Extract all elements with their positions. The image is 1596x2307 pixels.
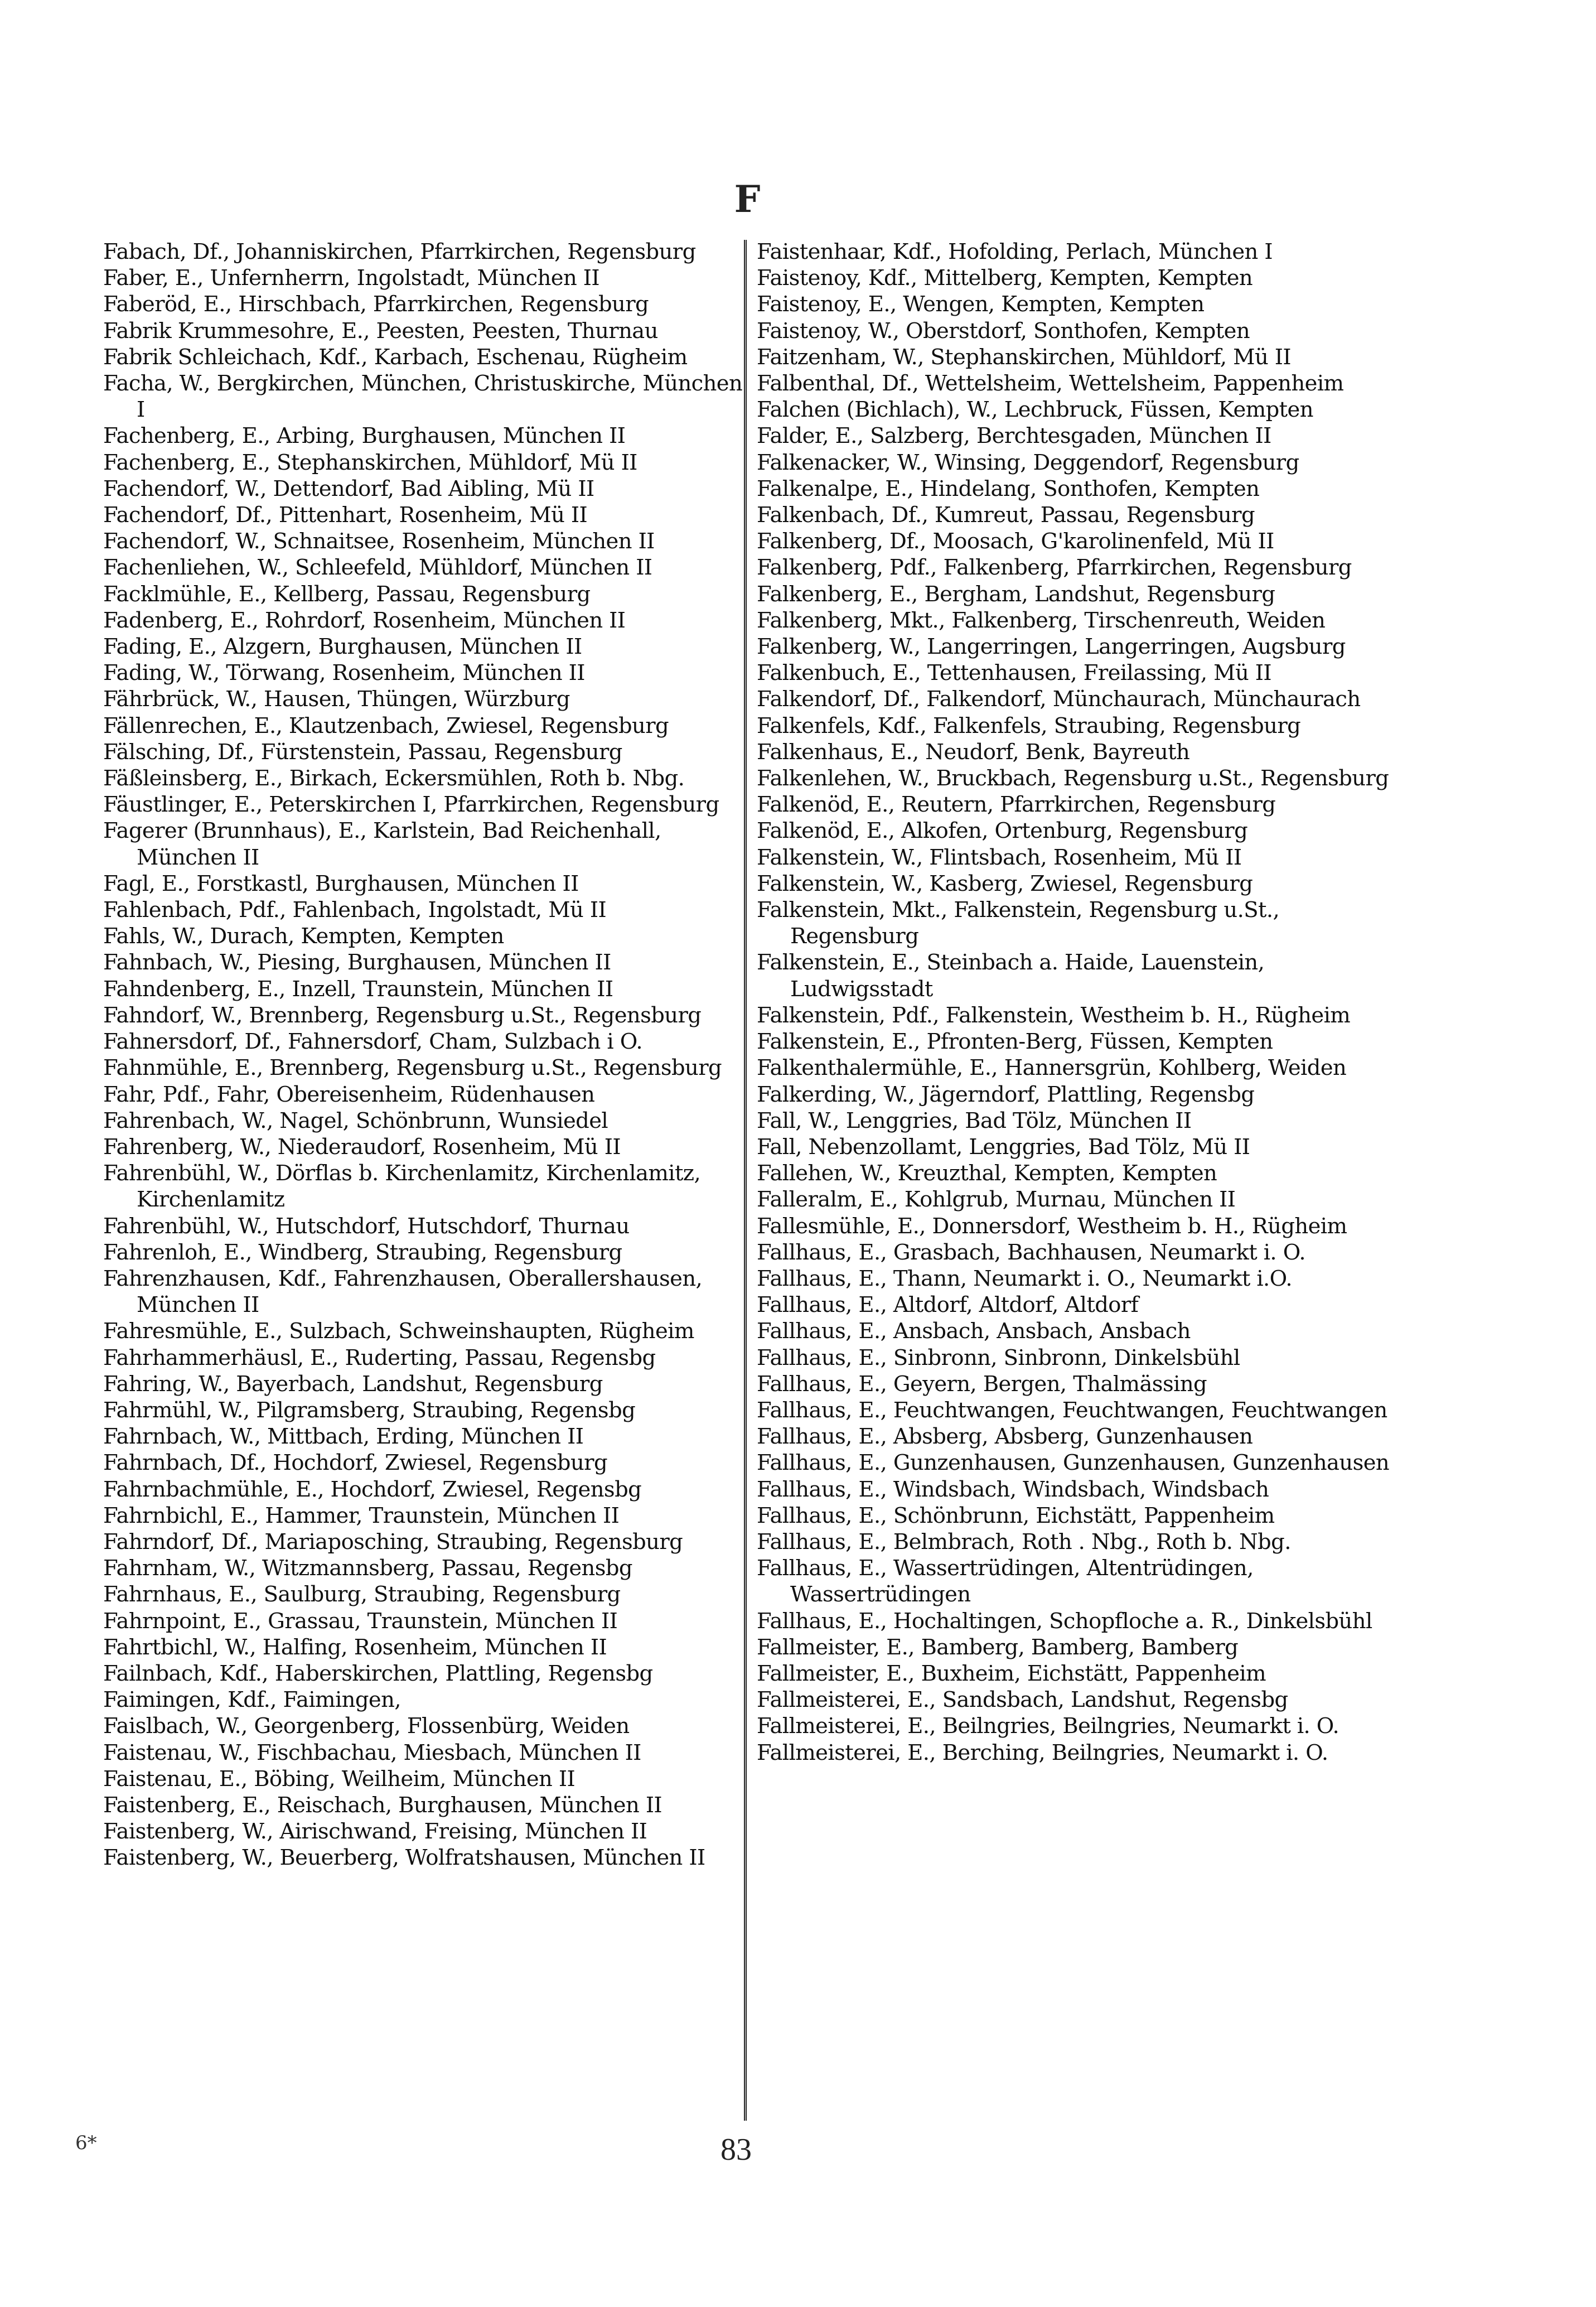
list-item: Falkenberg, W., Langerringen, Langerringen, Augsburg [757, 634, 1346, 660]
list-item: Facha, W., Bergkirchen, München, Christuskirche, München I [103, 371, 743, 423]
list-item: Fallhaus, E., Ansbach, Ansbach, Ansbach [757, 1319, 1191, 1344]
list-item: Fallmeisterei, E., Sandsbach, Landshut, Regensbg [757, 1687, 1288, 1713]
list-item: Falkenstein, W., Flintsbach, Rosenheim, Mü II [757, 844, 1242, 870]
list-item: Fahrnbach, W., Mittbach, Erding, München II [103, 1424, 584, 1450]
list-item: Falkenberg, Df., Moosach, G'karolinenfeld, Mü II [757, 529, 1274, 554]
list-item: Fallhaus, E., Sinbronn, Sinbronn, Dinkelsbühl [757, 1345, 1240, 1370]
list-item: Fallhaus, E., Schönbrunn, Eichstätt, Pappenheim [757, 1503, 1275, 1528]
list-item: Falkenstein, E., Pfronten-Berg, Füssen, Kempten [757, 1029, 1273, 1055]
list-item: Fahnbach, W., Piesing, Burghausen, München II [103, 950, 611, 976]
list-item: Faistenoy, E., Wengen, Kempten, Kempten [757, 292, 1205, 317]
list-item: Fahrhammerhäusl, E., Ruderting, Passau, Regensbg [103, 1345, 656, 1370]
list-item: Fadenberg, E., Rohrdorf, Rosenheim, München II [103, 607, 626, 633]
list-item: Fahrmühl, W., Pilgramsberg, Straubing, Regensbg [103, 1397, 636, 1423]
list-item: Fallhaus, E., Hochaltingen, Schopfloche a. R., Dinkelsbühl [757, 1608, 1372, 1634]
list-item: Fahr, Pdf., Fahr, Obereisenheim, Rüdenhausen [103, 1082, 595, 1107]
list-item: Fallhaus, E., Absberg, Absberg, Gunzenhausen [757, 1424, 1253, 1450]
list-item: Fallhaus, E., Altdorf, Altdorf, Altdorf [757, 1292, 1139, 1318]
list-item: Fallhaus, E., Gunzenhausen, Gunzenhausen, Gunzenhausen [757, 1450, 1390, 1476]
list-item: Fallhaus, E., Thann, Neumarkt i. O., Neumarkt i.O. [757, 1266, 1293, 1291]
list-item: Fachendorf, W., Schnaitsee, Rosenheim, München II [103, 529, 655, 554]
list-item: Fabach, Df., Johanniskirchen, Pfarrkirchen, Regensburg [103, 239, 696, 264]
list-item: Fachenliehen, W., Schleefeld, Mühldorf, München II [103, 555, 652, 581]
list-item: Fälsching, Df., Fürstenstein, Passau, Regensburg [103, 739, 622, 765]
list-item: Fallhaus, E., Belmbrach, Roth . Nbg., Roth b. Nbg. [757, 1529, 1291, 1555]
list-item: Fallhaus, E., Grasbach, Bachhausen, Neumarkt i. O. [757, 1239, 1306, 1265]
list-item: Fährbrück, W., Hausen, Thüngen, Würzburg [103, 687, 570, 712]
list-item: Falkenberg, Mkt., Falkenberg, Tirschenreuth, Weiden [757, 607, 1326, 633]
list-item: Falkenacker, W., Winsing, Deggendorf, Regensburg [757, 450, 1299, 475]
list-item: Faistenau, W., Fischbachau, Miesbach, München II [103, 1740, 641, 1765]
list-item: Fahrnpoint, E., Grassau, Traunstein, München II [103, 1608, 618, 1634]
list-item: Failnbach, Kdf., Haberskirchen, Plattling, Regensbg [103, 1661, 653, 1686]
list-item: Fachenberg, E., Stephanskirchen, Mühldorf, Mü II [103, 450, 637, 475]
list-item: Falleralm, E., Kohlgrub, Murnau, München II [757, 1187, 1236, 1213]
list-item: Fahrenbühl, W., Hutschdorf, Hutschdorf, Thurnau [103, 1213, 630, 1239]
list-item: Fahndenberg, E., Inzell, Traunstein, München II [103, 976, 613, 1002]
page-number: 83 [720, 2132, 752, 2167]
list-item: Fahrnbachmühle, E., Hochdorf, Zwiesel, Regensbg [103, 1476, 642, 1502]
list-item: Fäustlinger, E., Peterskirchen I, Pfarrkirchen, Regensburg [103, 792, 719, 818]
list-item: Faistenhaar, Kdf., Hofolding, Perlach, München I [757, 239, 1273, 264]
list-item: Fabrik Schleichach, Kdf., Karbach, Eschenau, Rügheim [103, 344, 688, 370]
list-item: Fäßleinsberg, E., Birkach, Eckersmühlen, Roth b. Nbg. [103, 766, 685, 791]
list-item: Falkerding, W., Jägerndorf, Plattling, Regensbg [757, 1082, 1255, 1107]
list-item: Fahring, W., Bayerbach, Landshut, Regensburg [103, 1371, 603, 1397]
list-item: Fallhaus, E., Wassertrüdingen, Altentrüdingen, Wassertrüdingen [757, 1556, 1254, 1608]
list-item: Falkenthalermühle, E., Hannersgrün, Kohlberg, Weiden [757, 1055, 1347, 1081]
list-item: Fachendorf, W., Dettendorf, Bad Aibling, Mü II [103, 476, 594, 501]
list-item: Falkenstein, W., Kasberg, Zwiesel, Regensburg [757, 871, 1253, 896]
list-item: Falkenalpe, E., Hindelang, Sonthofen, Kempten [757, 476, 1260, 501]
list-item: Fallhaus, E., Geyern, Bergen, Thalmässing [757, 1371, 1207, 1397]
list-item: Falkenberg, Pdf., Falkenberg, Pfarrkirchen, Regensburg [757, 555, 1352, 581]
list-item: Faistenberg, W., Beuerberg, Wolfratshausen, München II [103, 1845, 705, 1871]
list-item: Fallmeister, E., Buxheim, Eichstätt, Pappenheim [757, 1661, 1266, 1686]
section-letter-heading: F [734, 177, 761, 221]
list-item: Fallmeisterei, E., Berching, Beilngries, Neumarkt i. O. [757, 1740, 1328, 1765]
list-item: Fagl, E., Forstkastl, Burghausen, München II [103, 871, 579, 896]
list-item: Faistenoy, W., Oberstdorf, Sonthofen, Kempten [757, 318, 1250, 344]
list-item: Faimingen, Kdf., Faimingen, [103, 1687, 401, 1713]
list-item: Falkenfels, Kdf., Falkenfels, Straubing, Regensburg [757, 713, 1301, 739]
right-column [757, 239, 1398, 1766]
list-item: Fahndorf, W., Brennberg, Regensburg u.St., Regensburg [103, 1002, 702, 1028]
list-item: Fahresmühle, E., Sulzbach, Schweinshaupten, Rügheim [103, 1319, 694, 1344]
list-item: Fahrnhaus, E., Saulburg, Straubing, Regensburg [103, 1582, 621, 1608]
list-item: Fallesmühle, E., Donnersdorf, Westheim b. H., Rügheim [757, 1213, 1347, 1239]
list-item: Fading, W., Törwang, Rosenheim, München II [103, 660, 585, 686]
list-item: Falkenberg, E., Bergham, Landshut, Regensburg [757, 581, 1275, 607]
list-item: Faistenberg, W., Airischwand, Freising, München II [103, 1819, 647, 1845]
list-item: Falkendorf, Df., Falkendorf, Münchaurach, Münchaurach [757, 687, 1361, 712]
list-item: Fahlenbach, Pdf., Fahlenbach, Ingolstadt, Mü II [103, 897, 607, 923]
list-item: Fahrenbach, W., Nagel, Schönbrunn, Wunsiedel [103, 1108, 608, 1133]
list-item: Falkenöd, E., Reutern, Pfarrkirchen, Regensburg [757, 792, 1276, 818]
list-item: Fachenberg, E., Arbing, Burghausen, München II [103, 423, 626, 449]
list-item: Faistenau, E., Böbing, Weilheim, München II [103, 1766, 575, 1792]
list-item: Fahrnham, W., Witzmannsberg, Passau, Regensbg [103, 1556, 632, 1581]
list-item: Fabrik Krummesohre, E., Peesten, Peesten, Thurnau [103, 318, 658, 344]
list-item: Fahnmühle, E., Brennberg, Regensburg u.St., Regensburg [103, 1055, 722, 1081]
list-item: Falkenhaus, E., Neudorf, Benk, Bayreuth [757, 739, 1190, 765]
list-item: Fahrenzhausen, Kdf., Fahrenzhausen, Oberallershausen, München II [103, 1266, 703, 1318]
list-item: Faberöd, E., Hirschbach, Pfarrkirchen, Regensburg [103, 292, 649, 317]
signature-mark: 6* [75, 2132, 97, 2154]
list-item: Faislbach, W., Georgenberg, Flossenbürg, Weiden [103, 1714, 630, 1739]
list-item: Faitzenham, W., Stephanskirchen, Mühldorf, Mü II [757, 344, 1292, 370]
list-item: Fahnersdorf, Df., Fahnersdorf, Cham, Sulzbach i O. [103, 1029, 643, 1055]
list-item: Fahrtbichl, W., Halfing, Rosenheim, München II [103, 1634, 607, 1660]
list-item: Faber, E., Unfernherrn, Ingolstadt, München II [103, 266, 600, 291]
left-column [103, 239, 744, 1871]
list-item: Falkenbuch, E., Tettenhausen, Freilassing, Mü II [757, 660, 1272, 686]
list-item: Fallhaus, E., Feuchtwangen, Feuchtwangen, Feuchtwangen [757, 1397, 1387, 1423]
list-item: Falkenlehen, W., Bruckbach, Regensburg u.St., Regensburg [757, 766, 1389, 791]
list-item: Falkenöd, E., Alkofen, Ortenburg, Regensburg [757, 818, 1248, 844]
list-item: Falkenstein, Mkt., Falkenstein, Regensburg u.St., Regensburg [757, 897, 1280, 949]
list-item: Fall, W., Lenggries, Bad Tölz, München II [757, 1108, 1192, 1133]
list-item: Fahrndorf, Df., Mariaposching, Straubing, Regensburg [103, 1529, 683, 1555]
column-divider [744, 240, 747, 2121]
list-item: Falder, E., Salzberg, Berchtesgaden, München II [757, 423, 1271, 449]
list-item: Fahrnbichl, E., Hammer, Traunstein, München II [103, 1503, 620, 1528]
list-item: Fallhaus, E., Windsbach, Windsbach, Windsbach [757, 1476, 1269, 1502]
list-item: Falbenthal, Df., Wettelsheim, Wettelsheim, Pappenheim [757, 371, 1344, 397]
list-item: Falkenstein, E., Steinbach a. Haide, Lauenstein, Ludwigsstadt [757, 950, 1265, 1002]
list-item: Fachendorf, Df., Pittenhart, Rosenheim, Mü II [103, 503, 588, 528]
list-item: Falchen (Bichlach), W., Lechbruck, Füssen, Kempten [757, 397, 1313, 423]
list-item: Fallehen, W., Kreuzthal, Kempten, Kempten [757, 1161, 1217, 1186]
list-item: Fahrenbühl, W., Dörflas b. Kirchenlamitz, Kirchenlamitz, Kirchenlamitz [103, 1161, 701, 1213]
list-item: Faistenoy, Kdf., Mittelberg, Kempten, Kempten [757, 266, 1253, 291]
list-item: Fahls, W., Durach, Kempten, Kempten [103, 924, 504, 949]
list-item: Faistenberg, E., Reischach, Burghausen, München II [103, 1792, 662, 1818]
list-item: Falkenbach, Df., Kumreut, Passau, Regensburg [757, 503, 1255, 528]
list-item: Fällenrechen, E., Klautzenbach, Zwiesel, Regensburg [103, 713, 669, 739]
list-item: Fahrnbach, Df., Hochdorf, Zwiesel, Regensburg [103, 1450, 608, 1476]
list-item: Facklmühle, E., Kellberg, Passau, Regensburg [103, 581, 591, 607]
list-item: Falkenstein, Pdf., Falkenstein, Westheim b. H., Rügheim [757, 1002, 1351, 1028]
list-item: Fall, Nebenzollamt, Lenggries, Bad Tölz, Mü II [757, 1134, 1250, 1160]
list-item: Fallmeister, E., Bamberg, Bamberg, Bamberg [757, 1634, 1239, 1660]
list-item: Fahrenloh, E., Windberg, Straubing, Regensburg [103, 1239, 622, 1265]
list-item: Fahrenberg, W., Niederaudorf, Rosenheim, Mü II [103, 1134, 621, 1160]
list-item: Fagerer (Brunnhaus), E., Karlstein, Bad Reichenhall, München II [103, 818, 661, 870]
list-item: Fallmeisterei, E., Beilngries, Beilngries, Neumarkt i. O. [757, 1714, 1339, 1739]
list-item: Fading, E., Alzgern, Burghausen, München II [103, 634, 582, 660]
